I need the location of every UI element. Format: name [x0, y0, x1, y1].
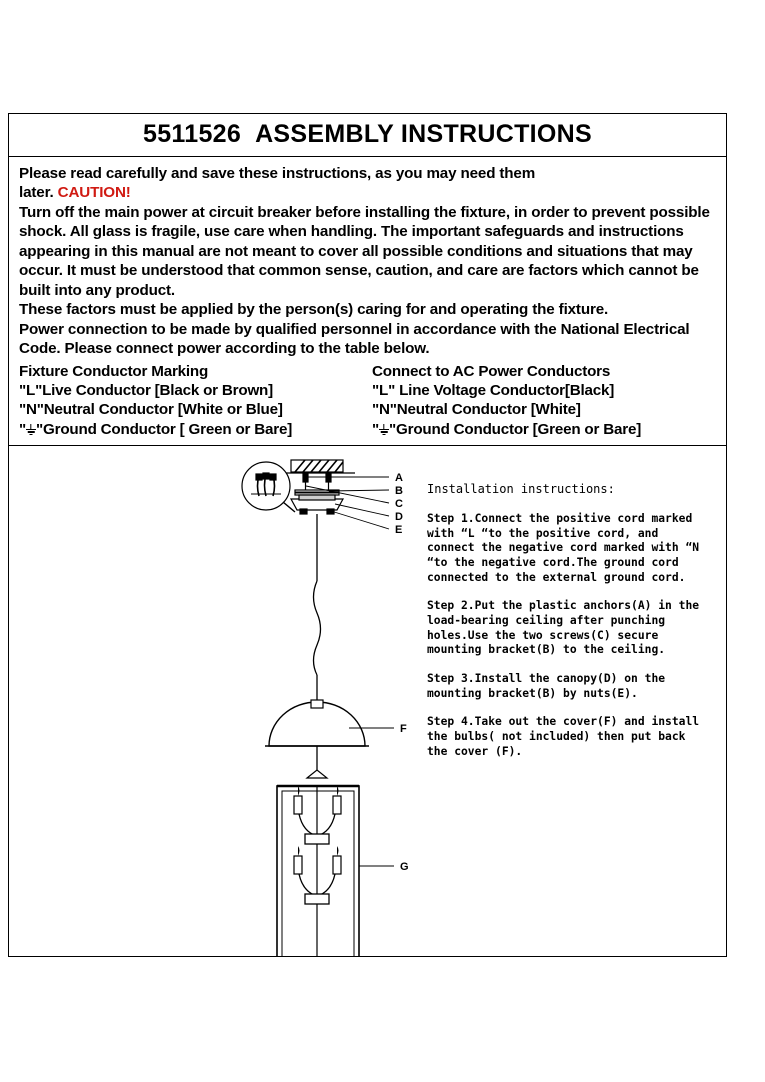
warning-line-1: Please read carefully and save these instructions, as you may need them	[19, 165, 536, 182]
quote-open: "	[19, 420, 27, 438]
callout-B: B	[395, 485, 403, 498]
warning-line-2	[19, 183, 716, 202]
ceiling-hatch	[291, 460, 343, 472]
ac-ground-text: "Ground Conductor [Green or Bare]	[389, 420, 642, 438]
callout-F: F	[400, 723, 407, 736]
callout-letters	[395, 472, 409, 873]
illustration-section	[9, 446, 726, 956]
fixture-ground-text: "Ground Conductor [ Green or Bare]	[36, 420, 293, 438]
callout-leaders	[306, 477, 394, 866]
quote-open: "	[372, 420, 380, 438]
warning-paragraph-1: Turn off the main power at circuit breaker before installing the fixture, in order to prevent possible shock. All glass is fragile, use care when handling. The important safeguards and instructions appearing in this manual are not meant to cover all possible conditions and situations that may occur. It must be understood that common sense, caution, and care are factors which cannot be built into any product.	[19, 203, 710, 299]
column-header-ac: Connect to AC Power Conductors	[372, 362, 611, 380]
detail-magnifier	[242, 462, 295, 512]
fixture-cover	[265, 700, 369, 746]
candle-upper-left	[294, 786, 317, 836]
table-row	[19, 400, 716, 419]
installation-instructions	[427, 482, 712, 773]
canopy	[291, 495, 343, 510]
warning-paragraph-3: Power connection to be made by qualified personnel in accordance with the National Electrical Code. Please connect power according to the table below.	[19, 320, 690, 358]
ceiling-anchors	[303, 473, 331, 492]
safety-text-block	[9, 157, 726, 446]
title-text: ASSEMBLY INSTRUCTIONS	[255, 120, 592, 148]
table-header-row	[19, 362, 716, 381]
callout-E: E	[395, 524, 403, 537]
sku-number: 5511526	[143, 120, 242, 148]
table-row	[19, 420, 716, 439]
fixture-live-conductor: "L"Live Conductor [Black or Brown]	[19, 381, 273, 399]
ac-neutral-conductor: "N"Neutral Conductor [White]	[372, 401, 581, 419]
candle-lower-left	[294, 846, 317, 896]
instruction-step-2: Step 2.Put the plastic anchors(A) in the load-bearing ceiling after punching holes.Use the two screws(C) secure mounting bracket(B) to the ceiling.	[427, 599, 700, 657]
table-row	[19, 381, 716, 400]
instruction-sheet	[8, 113, 727, 957]
title-bar	[9, 114, 726, 157]
candle-upper-right	[317, 786, 341, 836]
callout-C: C	[395, 498, 403, 511]
callout-G: G	[400, 861, 409, 874]
fixture-ground-conductor	[19, 420, 372, 439]
fixture-neutral-conductor: "N"Neutral Conductor [White or Blue]	[19, 401, 283, 419]
warning-line-2-prefix: later.	[19, 184, 58, 202]
conductor-table	[19, 362, 716, 440]
ground-symbol-icon	[379, 424, 389, 435]
lantern-body	[277, 770, 359, 956]
instruction-step-3: Step 3.Install the canopy(D) on the mounting bracket(B) by nuts(E).	[427, 671, 666, 700]
cord	[314, 581, 321, 675]
ground-symbol-icon	[26, 424, 36, 435]
instructions-heading: Installation instructions:	[427, 482, 615, 497]
callout-D: D	[395, 511, 403, 524]
ac-live-conductor: "L" Line Voltage Conductor[Black]	[372, 381, 615, 399]
callout-A: A	[395, 472, 403, 485]
warning-paragraph-2: These factors must be applied by the person(s) caring for and operating the fixture.	[19, 301, 609, 319]
page-title	[143, 120, 592, 148]
fixture-diagram	[19, 446, 419, 956]
ac-ground-conductor	[372, 420, 716, 439]
caution-label: CAUTION!	[57, 184, 131, 202]
column-header-fixture: Fixture Conductor Marking	[19, 362, 209, 380]
instruction-step-4: Step 4.Take out the cover(F) and install the bulbs( not included) then put back the cover (F).	[427, 715, 700, 758]
instruction-step-1: Step 1.Connect the positive cord marked with “L “to the positive cord, and connect the negative cord marked with “N “to the negative cord.The ground cord connected to the external ground cord.	[427, 511, 700, 584]
candle-lower-right	[317, 846, 341, 896]
